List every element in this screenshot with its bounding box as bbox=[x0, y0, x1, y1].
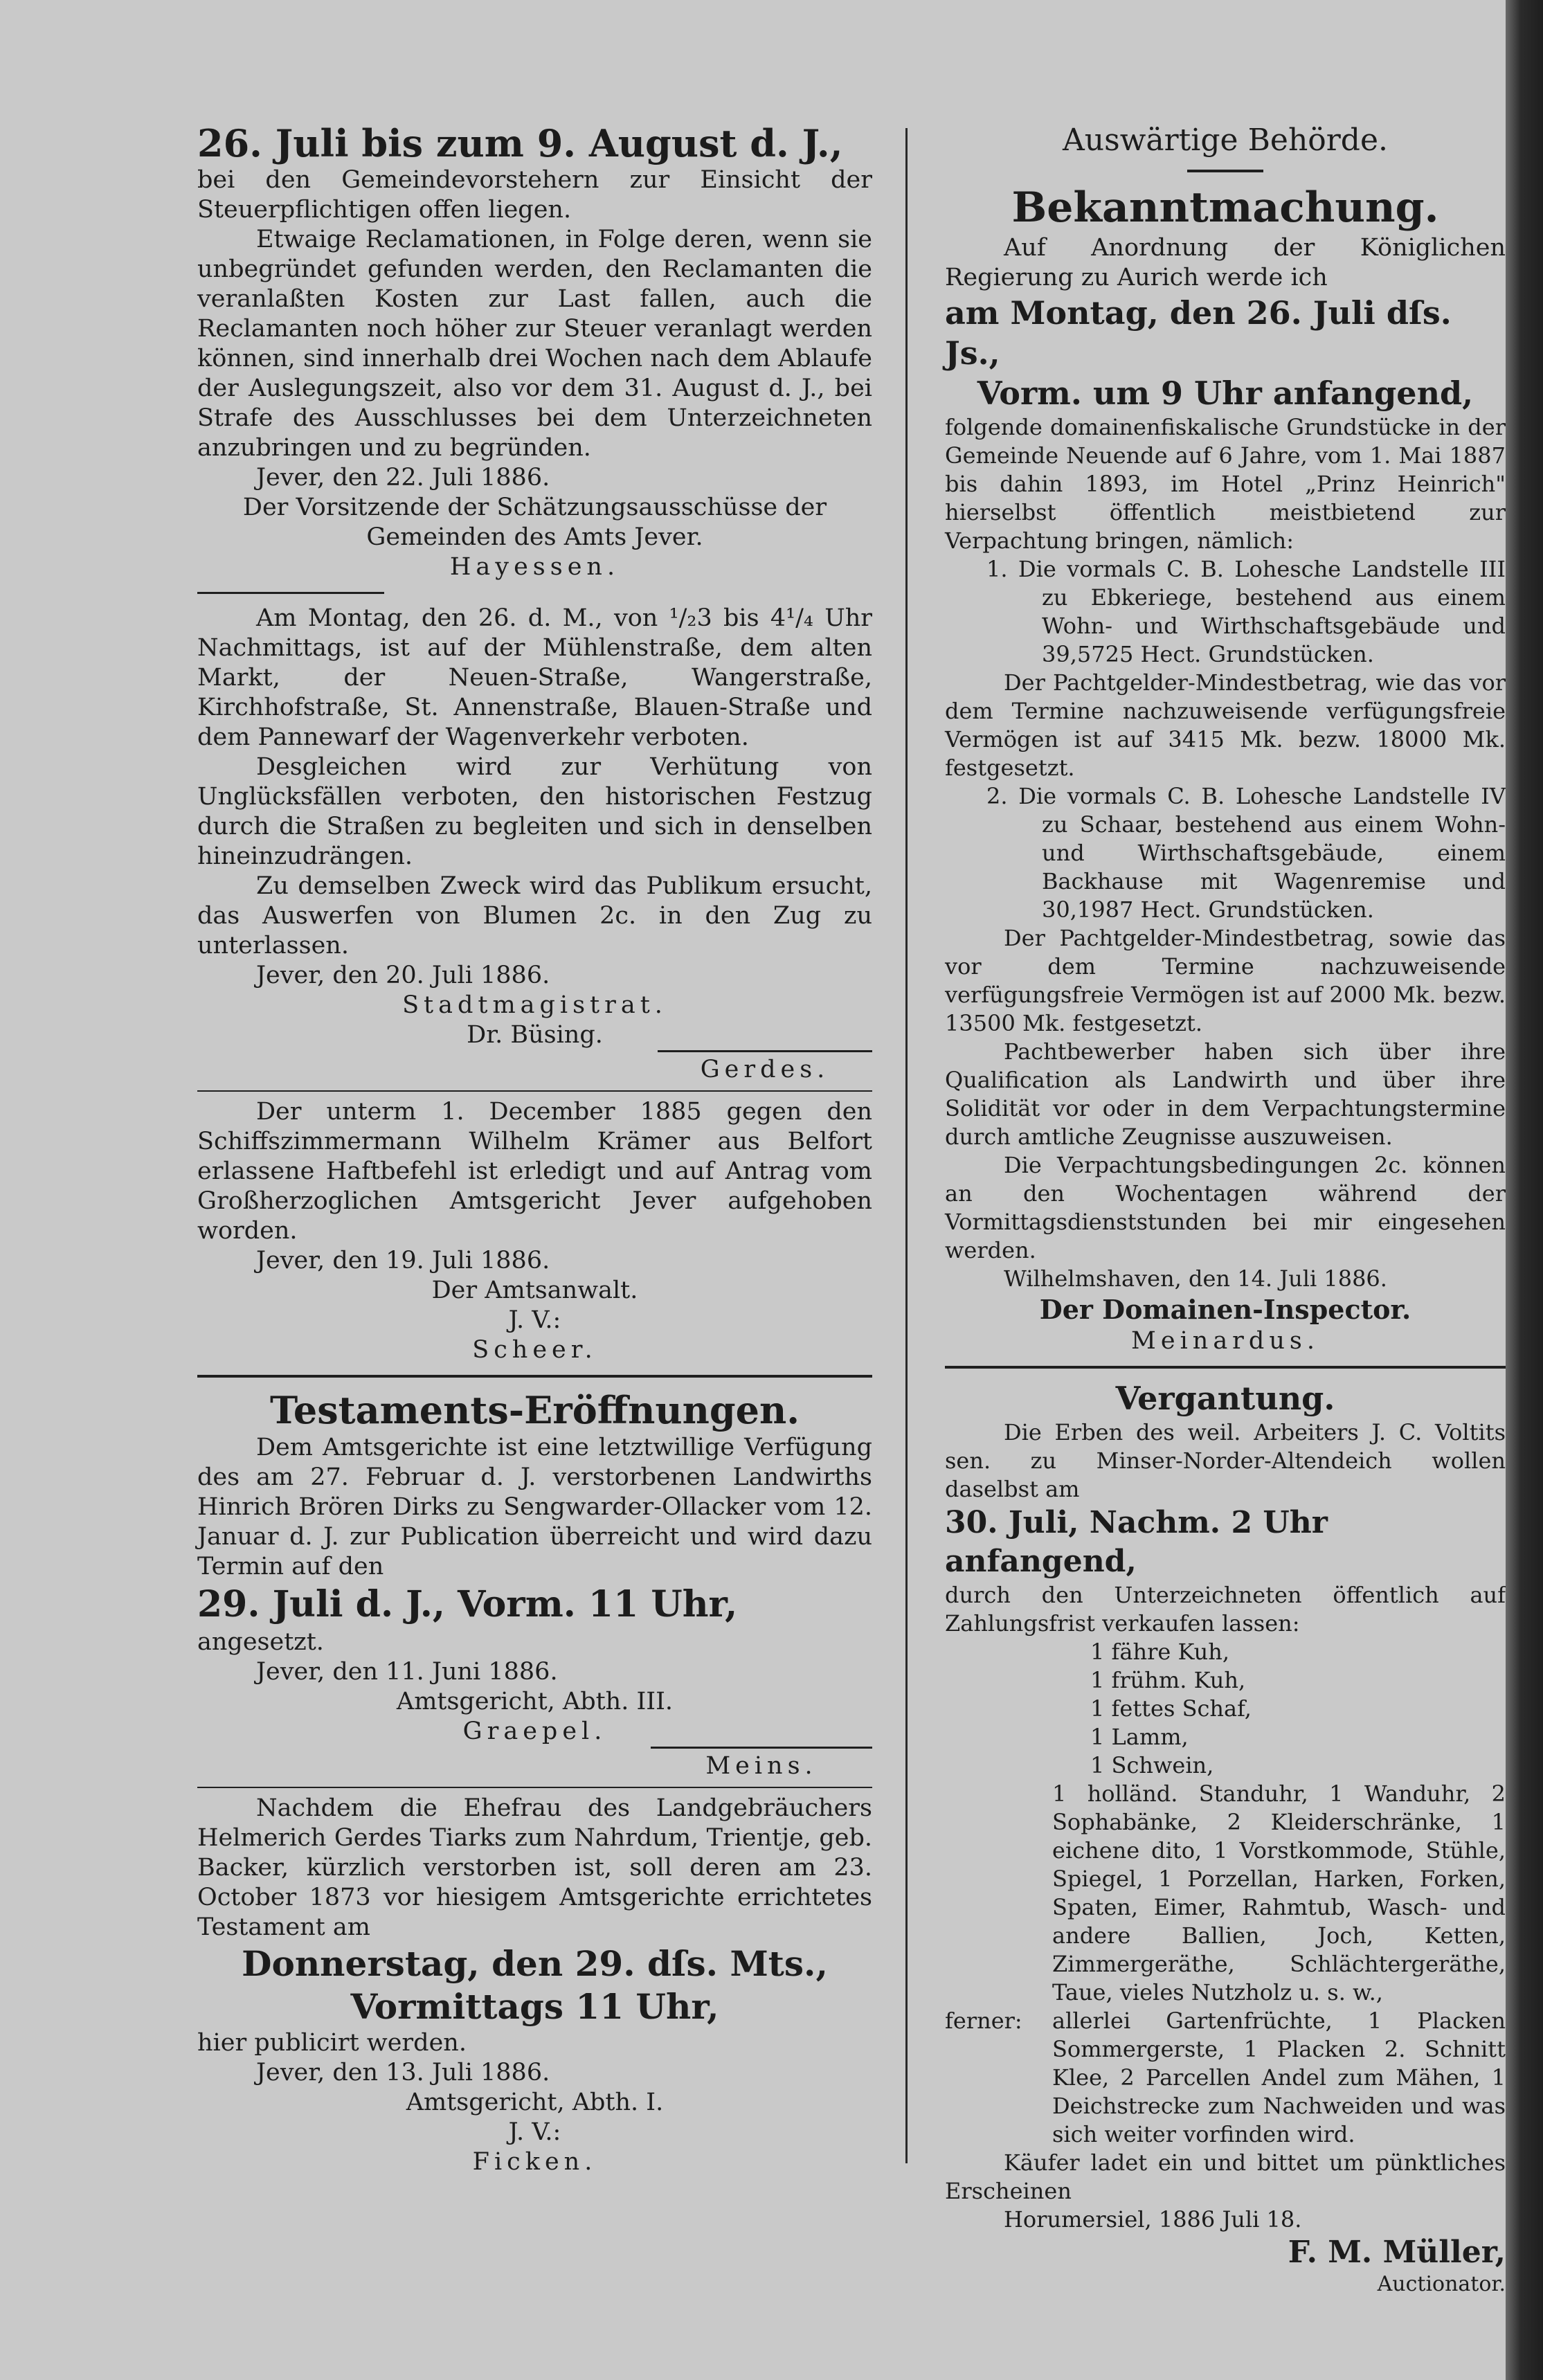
signature: Der Vorsitzende der Schätzungsausschüsse der Gemeinden des Amts Jever. bbox=[242, 494, 827, 551]
paragraph: 1 holländ. Standuhr, 1 Wanduhr, 2 Sophabänke, 2 Kleiderschränke, 1 eichene dito, 1 Vorstkommode, Stühle, Spiegel, 1 Porzellan, Harken, Forken, Spaten, Eimer, Rahmtub, Wasch- und andere Ballien, Joch, Ketten, Zimmergeräthe, Schlächtergeräthe, Taue, vieles Nutzholz u. s. w., bbox=[1052, 1781, 1506, 2005]
signature-name: Graepel. bbox=[462, 1718, 607, 1745]
date-line: Horumersiel, 1886 Juli 18. bbox=[1004, 2206, 1302, 2233]
paragraph: Auf Anordnung der Königlichen Regierung zu Aurich werde ich bbox=[945, 234, 1506, 291]
list-item: 2. Die vormals C. B. Lohesche Landstelle IV zu Schaar, bestehend aus einem Wohn- und Wirthschaftsgebäude, einem Backhause mit Wagenremise und 30,1987 Hect. Grundstücken. bbox=[986, 783, 1506, 923]
signature-name: Meinardus. bbox=[1131, 1327, 1319, 1355]
section-title: Testaments-Eröffnungen. bbox=[269, 1388, 800, 1432]
signature-name: Gerdes. bbox=[700, 1056, 830, 1083]
big-date: 29. Juli d. J., Vorm. 11 Uhr, bbox=[197, 1583, 738, 1625]
date-line: Jever, den 22. Juli 1886. bbox=[256, 464, 550, 492]
paragraph: Nachdem die Ehefrau des Landgebräuchers Helmerich Gerdes Tiarks zum Nahrdum, Trientje, geb. Backer, kürzlich verstorben ist, soll deren am 23. October 1873 vor hiesigem Amtsgerichte errichtetes Testament am bbox=[197, 1794, 872, 1941]
signature: Stadtmagistrat. bbox=[402, 991, 667, 1019]
notice-title: Vergantung. bbox=[1115, 1380, 1335, 1417]
ferner-label: ferner: bbox=[945, 2008, 1022, 2034]
list-item: 1. Die vormals C. B. Lohesche Landstelle III zu Ebkeriege, bestehend aus einem Wohn- und Wirthschaftsgebäude und 39,5725 Hect. Grundstücken. bbox=[986, 556, 1506, 667]
rule bbox=[197, 1090, 872, 1092]
signature: Amtsgericht, Abth. III. bbox=[396, 1688, 674, 1715]
date-line: Jever, den 19. Juli 1886. bbox=[256, 1247, 550, 1274]
signature-name: Meins. bbox=[705, 1752, 818, 1780]
signature-block bbox=[197, 1747, 872, 1781]
big-date: 30. Juli, Nachm. 2 Uhr anfangend, bbox=[945, 1505, 1328, 1579]
list-item: 1 fettes Schaf, bbox=[1090, 1695, 1252, 1722]
signature-name: Ficken. bbox=[472, 2148, 597, 2176]
signature-rule bbox=[651, 1747, 872, 1781]
signature: Der Domainen-Inspector. bbox=[1039, 1294, 1411, 1325]
page-edge bbox=[1506, 0, 1543, 2380]
list-item: 1 Schwein, bbox=[1090, 1752, 1214, 1778]
paragraph: Zu demselben Zweck wird das Publikum ersucht, das Auswerfen von Blumen 2c. in den Zug zu unterlassen. bbox=[197, 872, 872, 959]
signature-name: Dr. Büsing. bbox=[467, 1021, 603, 1049]
signature-name: Hayessen. bbox=[449, 553, 620, 581]
section-head: Auswärtige Behörde. bbox=[1063, 123, 1388, 158]
paragraph: Der Pachtgelder-Mindestbetrag, sowie das vor dem Termine nachzuweisende verfügungsfreie Vermögen ist auf 2000 Mk. bezw. 13500 Mk. festgesetzt. bbox=[945, 925, 1506, 1036]
signature-block bbox=[197, 1050, 872, 1085]
paragraph: allerlei Gartenfrüchte, 1 Placken Sommergerste, 1 Placken 2. Schnitt Klee, 2 Parcellen Andel zum Mähen, 1 Deichstrecke zum Nachweiden und was sich weiter vorfinden wird. bbox=[1052, 2008, 1506, 2147]
paragraph: Die Verpachtungsbedingungen 2c. können an den Wochentagen während der Vormittagsdienststunden bei mir eingesehen werden. bbox=[945, 1152, 1506, 1263]
left-column bbox=[197, 121, 872, 2177]
ferner-row bbox=[945, 2007, 1506, 2149]
rule bbox=[1187, 170, 1263, 172]
column-divider bbox=[905, 128, 908, 2163]
date-line: Jever, den 13. Juli 1886. bbox=[256, 2059, 550, 2086]
paragraph: durch den Unterzeichneten öffentlich auf Zahlungsfrist verkaufen lassen: bbox=[945, 1582, 1506, 1637]
sale-list bbox=[945, 1638, 1506, 1780]
signature-name: Scheer. bbox=[472, 1336, 597, 1364]
big-date: Vormittags 11 Uhr, bbox=[350, 1986, 719, 2027]
paragraph: Die Erben des weil. Arbeiters J. C. Voltits sen. zu Minser-Norder-Altendeich wollen daselbst am bbox=[945, 1419, 1506, 1502]
paragraph: Käufer ladet ein und bittet um pünktliches Erscheinen bbox=[945, 2149, 1506, 2204]
paragraph: bei den Gemeindevorstehern zur Einsicht der Steuerpflichtigen offen liegen. bbox=[197, 166, 872, 224]
signature: Der Amtsanwalt. bbox=[431, 1277, 638, 1304]
right-column bbox=[945, 121, 1506, 2298]
date-line: Wilhelmshaven, den 14. Juli 1886. bbox=[1004, 1265, 1387, 1292]
big-date: Vorm. um 9 Uhr anfangend, bbox=[977, 375, 1474, 412]
paragraph: Etwaige Reclamationen, in Folge deren, wenn sie unbegründet gefunden werden, den Reclamanten die veranlaßten Kosten zur Last fallen, auch die Reclamanten noch höher zur Steuer veranlagt werden können, sind innerhalb drei Wochen nach dem Ablaufe der Auslegungszeit, also vor dem 31. August d. J., bei Strafe des Ausschlusses bei dem Unterzeichneten anzubringen und zu begründen. bbox=[197, 226, 872, 462]
notice-title: Bekanntmachung. bbox=[1011, 183, 1439, 232]
date-line: Jever, den 11. Juni 1886. bbox=[256, 1658, 558, 1686]
signature: Auctionator. bbox=[1377, 2272, 1506, 2296]
date-line: Jever, den 20. Juli 1886. bbox=[256, 962, 550, 989]
paragraph: Pachtbewerber haben sich über ihre Qualification als Landwirth und über ihre Solidität vor oder in dem Verpachtungstermine durch amtliche Zeugnisse auszuweisen. bbox=[945, 1038, 1506, 1150]
list-item: 1 Lamm, bbox=[1090, 1724, 1189, 1750]
signature-name: F. M. Müller, bbox=[1288, 2235, 1506, 2270]
big-date: am Montag, den 26. Juli dſs. Js., bbox=[945, 294, 1452, 372]
big-date: Donnerstag, den 29. dſs. Mts., bbox=[242, 1943, 828, 1984]
paragraph: Desgleichen wird zur Verhütung von Unglücksfällen verboten, den historischen Festzug durch die Straßen zu begleiten und sich in denselben hineinzudrängen. bbox=[197, 753, 872, 870]
paragraph: folgende domainenfiskalische Grundstücke in der Gemeinde Neuende auf 6 Jahre, vom 1. Mai 1887 bis dahin 1893, im Hotel „Prinz Heinrich" hierselbst öffentlich meistbietend zur Verpachtung bringen, nämlich: bbox=[945, 414, 1506, 554]
rule bbox=[197, 1375, 872, 1378]
paragraph: Der Pachtgelder-Mindestbetrag, wie das vor dem Termine nachzuweisende verfügungsfreie Vermögen ist auf 3415 Mk. bezw. 18000 Mk. festgesetzt. bbox=[945, 669, 1506, 781]
rule bbox=[197, 1787, 872, 1788]
paragraph: Dem Amtsgerichte ist eine letztwillige Verfügung des am 27. Februar d. J. verstorbenen Landwirths Hinrich Brören Dirks zu Sengwarder-Ollacker vom 12. Januar d. J. zur Publication überreicht und wird dazu Termin auf den bbox=[197, 1434, 872, 1580]
paragraph: angesetzt. bbox=[197, 1628, 324, 1656]
list-item: 1 frühm. Kuh, bbox=[1090, 1667, 1246, 1693]
signature: Amtsgericht, Abth. I. bbox=[406, 2089, 664, 2116]
rule bbox=[197, 592, 384, 594]
list-item: 1 fähre Kuh, bbox=[1090, 1639, 1230, 1665]
signature: J. V.: bbox=[508, 2118, 561, 2146]
signature: J. V.: bbox=[508, 1306, 561, 1334]
signature-rule bbox=[658, 1050, 872, 1085]
paragraph: Der unterm 1. December 1885 gegen den Schiffszimmermann Wilhelm Krämer aus Belfort erlassene Haftbefehl ist erledigt und auf Antrag vom Großherzoglichen Amtsgericht Jever aufgehoben worden. bbox=[197, 1098, 872, 1245]
paragraph: Am Montag, den 26. d. M., von ¹/₂3 bis 4¹/₄ Uhr Nachmittags, ist auf der Mühlenstraße, dem alten Markt, der Neuen-Straße, Wangerstraße, Kirchhofstraße, St. Annenstraße, Blauen-Straße und dem Pannewarf der Wagenverkehr verboten. bbox=[197, 604, 872, 751]
rule bbox=[945, 1366, 1506, 1369]
paragraph: hier publicirt werden. bbox=[197, 2029, 467, 2057]
heading-date: 26. Juli bis zum 9. August d. J., bbox=[197, 121, 843, 165]
